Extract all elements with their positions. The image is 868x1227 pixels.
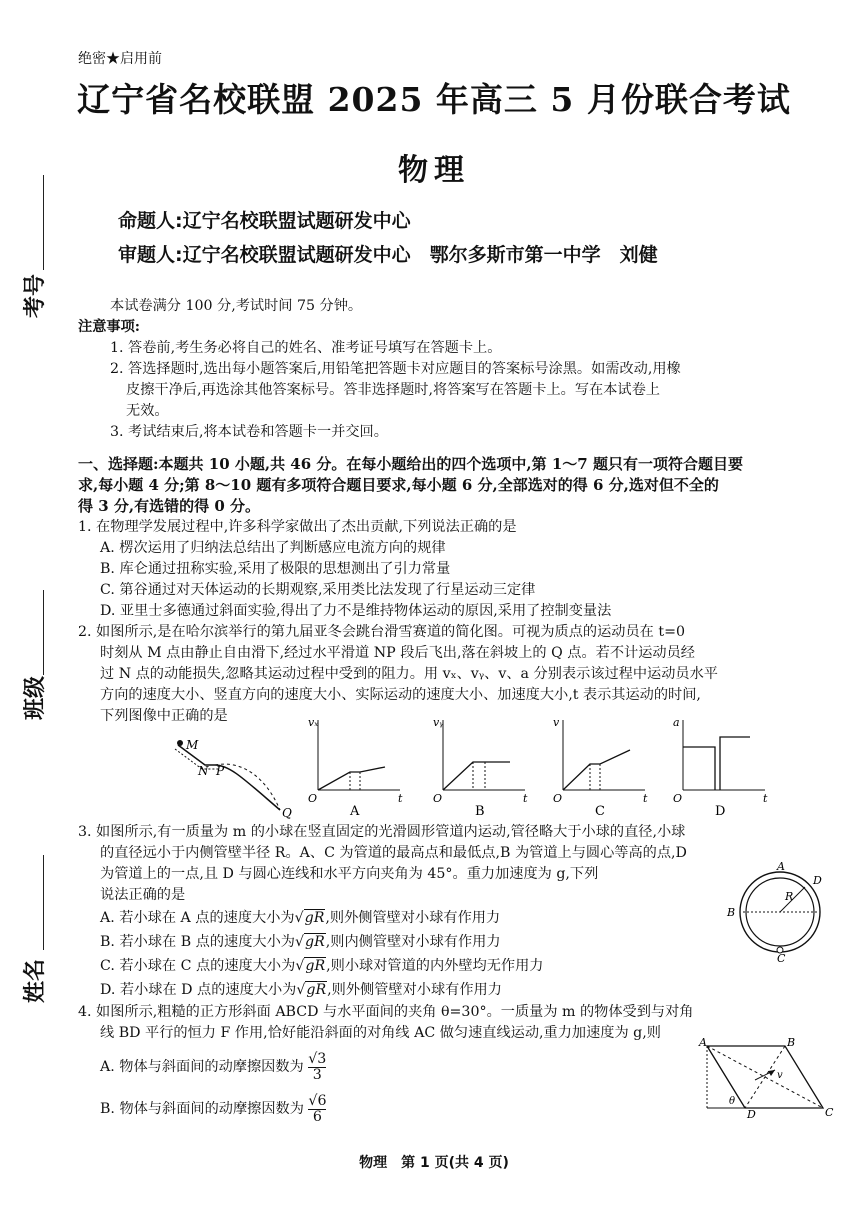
plane-label-v: v [777,1070,783,1081]
q1-option-d: D. 亚里士多德通过斜面实验,得出了力不是维持物体运动的原因,采用了控制变量法 [100,603,612,619]
q1-option-a: A. 楞次运用了归纳法总结出了判断感应电流方向的规律 [100,540,446,556]
subject-title: 物理 [398,153,470,188]
question-setter: 命题人:辽宁名校联盟试题研发中心 [118,210,411,232]
graph-b-origin: O [433,792,443,805]
q3-line3: 为管道上的一点,且 D 与圆心连线和水平方向夹角为 45°。重力加速度为 g,下列 [100,866,599,882]
q2-graphs [300,712,770,822]
name-line [43,855,44,950]
q2-line3: 过 N 点的动能损失,忽略其运动过程中受到的阻力。用 vₓ、vᵧ、v、a 分别表示该过程中运动员水平 [100,666,718,682]
q2-line2: 时刻从 M 点由静止自由滑下,经过水平滑道 NP 段后飞出,落在斜坡上的 Q 点。若不计运动员经 [100,645,695,661]
tube-label-r: R [785,890,794,903]
notice-2-end: 无效。 [126,403,169,419]
notice-title: 注意事项: [78,319,140,335]
graph-a-ylabel: vₓ [308,716,319,729]
confidential-mark: 绝密★启用前 [78,51,162,67]
q3-option-d: D. 若小球在 D 点的速度大小为√gR,则外侧管壁对小球有作用力 [100,982,502,998]
class-line [43,590,44,675]
q1-stem: 1. 在物理学发展过程中,许多科学家做出了杰出贡献,下列说法正确的是 [78,519,517,535]
notice-1: 1. 答卷前,考生务必将自己的姓名、准考证号填写在答题卡上。 [110,340,502,356]
plane-label-b: B [787,1038,796,1049]
exam-title: 辽宁省名校联盟 2025 年高三 5 月份联合考试 [77,80,791,119]
q3-line2: 的直径远小于内侧管壁半径 R。A、C 为管道的最高点和最低点,B 为管道上与圆心等高的点,D [100,845,687,861]
circular-tube-figure [725,862,835,962]
fig-label-n: N [198,764,209,778]
graph-c-label: C [595,804,605,819]
q3-line4: 说法正确的是 [100,887,186,903]
q3-line1: 3. 如图所示,有一质量为 m 的小球在竖直固定的光滑圆形管道内运动,管径略大于小球的直径,小球 [78,824,686,840]
exam-no-label: 考号 [23,273,48,318]
plane-label-c: C [825,1106,834,1118]
q3-option-b: B. 若小球在 B 点的速度大小为√gR,则内侧管壁对小球有作用力 [100,934,501,950]
tube-label-a: A [777,862,785,873]
q4-line2: 线 BD 平行的恒力 F 作用,恰好能沿斜面的对角线 AC 做匀速直线运动,重力加速度为 g,则 [100,1025,661,1041]
graph-c-xlabel: t [643,792,648,805]
graph-d-xlabel: t [763,792,768,805]
plane-label-d: D [747,1108,756,1118]
score-time: 本试卷满分 100 分,考试时间 75 分钟。 [110,298,363,314]
q2-line1: 2. 如图所示,是在哈尔滨举行的第九届亚冬会跳台滑雪赛道的简化图。可视为质点的运动员在 t=0 [78,624,685,640]
q3-option-a: A. 若小球在 A 点的速度大小为√gR,则外侧管壁对小球有作用力 [100,910,501,926]
q1-option-c: C. 第谷通过对天体运动的长期观察,采用类比法发现了行星运动三定律 [100,582,536,598]
notice-3: 3. 考试结束后,将本试卷和答题卡一并交回。 [110,424,388,440]
q2-line4: 方向的速度大小、竖直方向的速度大小、实际运动的速度大小、加速度大小,t 表示其运动的时间, [100,687,701,703]
graph-b-ylabel: vᵧ [433,716,444,729]
page-footer: 物理 第 1 页(共 4 页) [359,1155,509,1171]
section1-line2: 求,每小题 4 分;第 8～10 题有多项符合题目要求,每小题 6 分,全部选对的得 6 分,选对但不全的 [78,476,719,494]
section1-line3: 得 3 分,有选错的得 0 分。 [78,497,260,515]
q2-line5: 下列图像中正确的是 [100,708,228,724]
graph-b [433,716,528,819]
name-label: 姓名 [23,958,48,1003]
notice-2: 2. 答选择题时,选出每小题答案后,用铅笔把答题卡对应题目的答案标号涂黑。如需改动,用橡 [110,361,681,377]
fig-label-q: Q [282,806,292,820]
inclined-plane-figure [695,1038,840,1118]
section1-line1: 一、选择题:本题共 10 小题,共 46 分。在每小题给出的四个选项中,第 1～7 题只有一项符合题目要 [78,455,743,473]
graph-a [308,716,403,819]
exam-no-line [43,175,44,270]
tube-label-b: B [727,906,736,919]
graph-d-origin: O [673,792,683,805]
graph-a-label: A [350,804,360,819]
question-reviewer: 审题人:辽宁名校联盟试题研发中心 鄂尔多斯市第一中学 刘健 [118,244,658,266]
graph-c [553,716,648,819]
graph-c-origin: O [553,792,563,805]
graph-d-label: D [715,804,726,819]
tube-label-d: D [813,874,822,887]
ski-track-figure [170,735,300,825]
q3-option-c: C. 若小球在 C 点的速度大小为√gR,则小球对管道的内外壁均无作用力 [100,958,544,974]
fig-label-p: P [216,764,225,778]
graph-b-xlabel: t [523,792,528,805]
graph-a-xlabel: t [398,792,403,805]
graph-a-origin: O [308,792,318,805]
graph-d-ylabel: a [673,716,680,729]
q1-option-b: B. 库仑通过扭称实验,采用了极限的思想测出了引力常量 [100,561,451,577]
q4-option-a: A. 物体与斜面间的动摩擦因数为 $\frac{√3}{3}$ [100,1051,327,1083]
plane-label-theta: θ [729,1096,736,1107]
graph-d [673,716,768,819]
graph-c-ylabel: v [553,716,560,729]
plane-label-a: A [699,1038,707,1049]
class-label: 班级 [23,675,48,720]
fig-label-m: M [186,738,199,752]
q4-line1: 4. 如图所示,粗糙的正方形斜面 ABCD 与水平面间的夹角 θ=30°。一质量为 m 的物体受到与对角 [78,1004,694,1020]
graph-b-label: B [475,804,485,819]
notice-2-cont: 皮擦干净后,再选涂其他答案标号。答非选择题时,将答案写在答题卡上。写在本试卷上 [126,382,660,398]
q4-option-b: B. 物体与斜面间的动摩擦因数为 $\frac{√6}{6}$ [100,1093,327,1125]
tube-label-c: C [777,952,786,962]
